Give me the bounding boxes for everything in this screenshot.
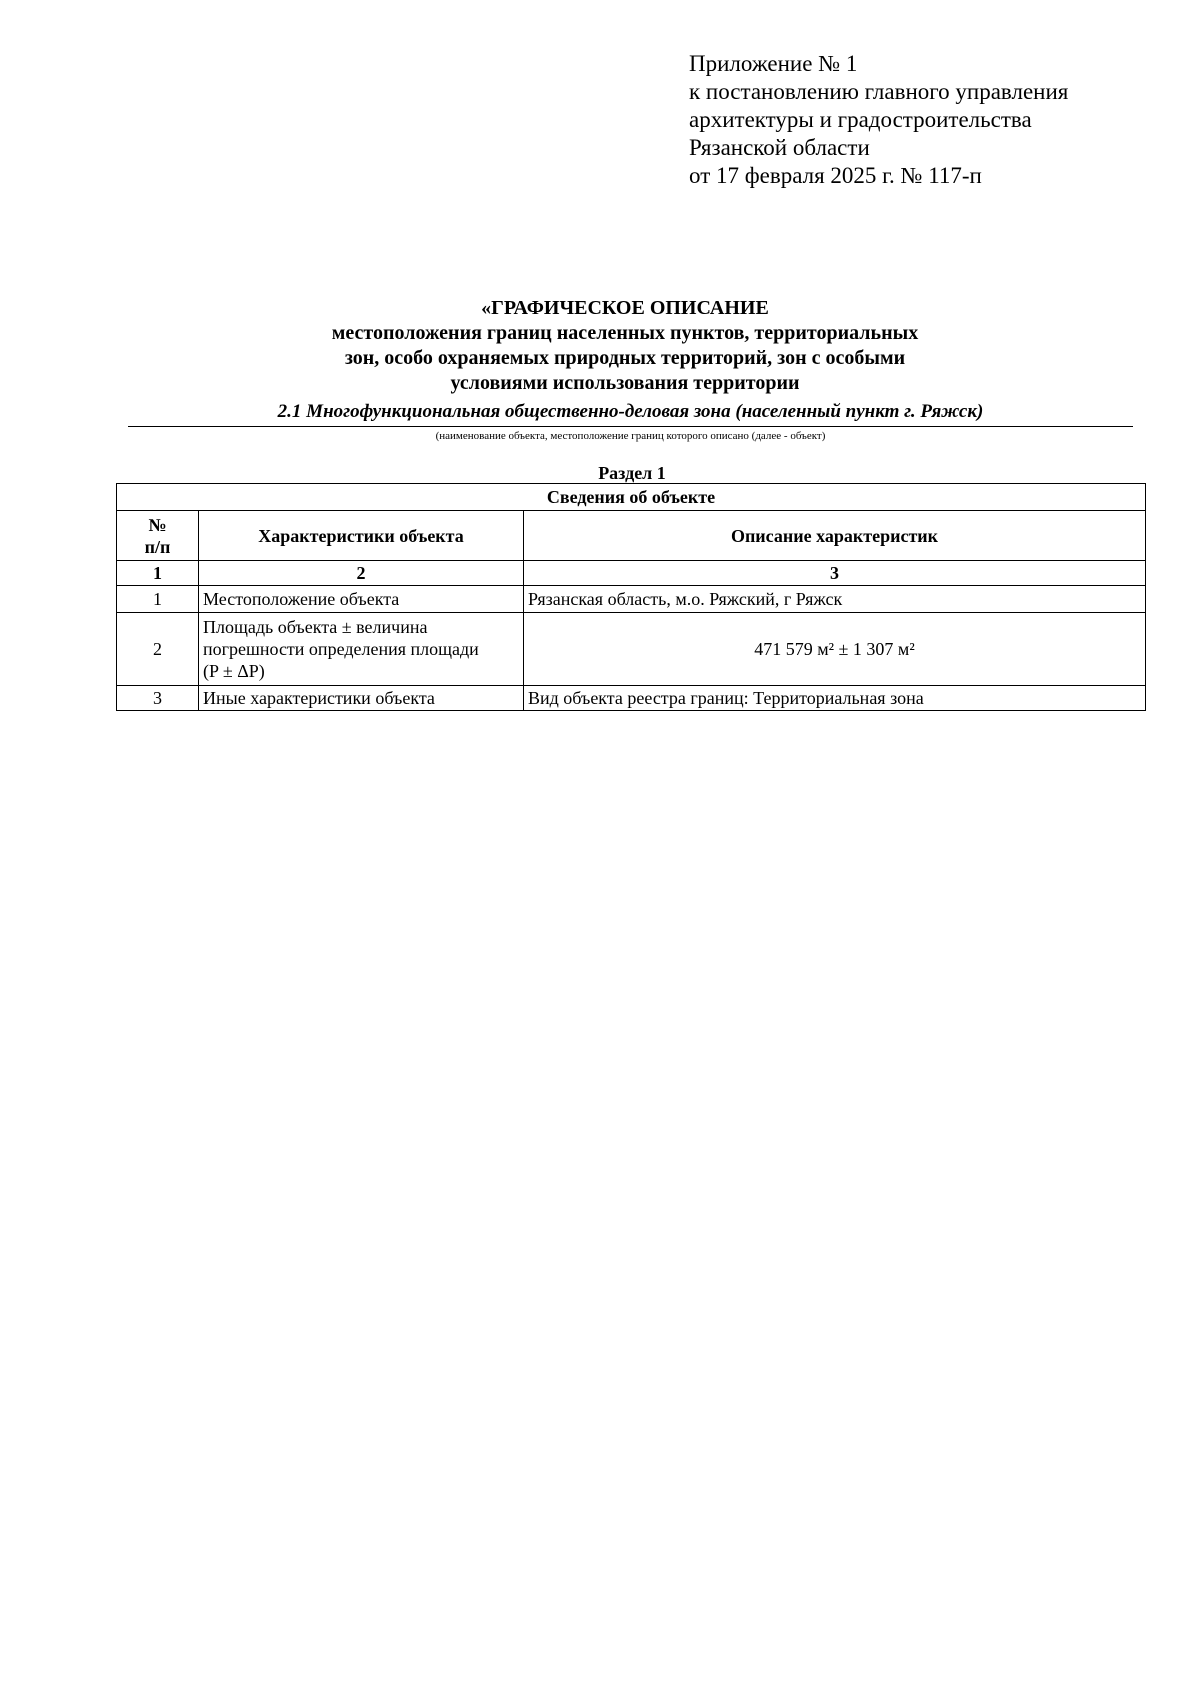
table-row <box>117 613 1146 686</box>
row-description: Вид объекта реестра границ: Территориальная зона <box>524 686 1146 711</box>
appendix-line: к постановлению главного управления <box>689 79 1069 104</box>
row-description: 471 579 м² ± 1 307 м² <box>524 613 1146 686</box>
object-name-underline <box>128 426 1133 427</box>
row-num: 3 <box>117 686 199 711</box>
title-line: зон, особо охраняемых природных территорий, зон с особыми <box>344 347 906 369</box>
row-characteristic <box>199 613 524 686</box>
section-title: Раздел 1 <box>598 463 666 483</box>
header-num-line: п/п <box>144 536 171 557</box>
table-title: Сведения об объекте <box>117 484 1146 511</box>
header-num-line: № <box>148 514 167 535</box>
appendix-line: Приложение № 1 <box>689 51 858 76</box>
table-row <box>117 586 1146 613</box>
appendix-block <box>689 50 1169 190</box>
document-title <box>120 296 1130 396</box>
row-characteristic-line: погрешности определения площади <box>203 639 479 659</box>
column-index: 2 <box>199 561 524 586</box>
row-characteristic-line: Площадь объекта ± величина <box>203 617 428 637</box>
table-column-index-row <box>117 561 1146 586</box>
table-row <box>117 686 1146 711</box>
column-index: 3 <box>524 561 1146 586</box>
appendix-line: Рязанской области <box>689 135 870 160</box>
row-characteristic: Иные характеристики объекта <box>199 686 524 711</box>
title-line: местоположения границ населенных пунктов, территориальных <box>331 322 919 344</box>
header-num <box>117 511 199 561</box>
row-characteristic-line: (P ± ΔP) <box>203 661 265 681</box>
appendix-line: от 17 февраля 2025 г. № 117-п <box>689 163 982 188</box>
header-description: Описание характеристик <box>524 511 1146 561</box>
row-description: Рязанская область, м.о. Ряжский, г Ряжск <box>524 586 1146 613</box>
appendix-line: архитектуры и градостроительства <box>689 107 1032 132</box>
row-num: 2 <box>117 613 199 686</box>
column-index: 1 <box>117 561 199 586</box>
object-name: 2.1 Многофункциональная общественно-деловая зона (населенный пункт г. Ряжск) <box>277 401 984 422</box>
header-characteristic: Характеристики объекта <box>199 511 524 561</box>
title-line: «ГРАФИЧЕСКОЕ ОПИСАНИЕ <box>481 297 769 319</box>
title-line: условиями использования территории <box>450 372 800 394</box>
object-name-caption: (наименование объекта, местоположение границ которого описано (далее - объект) <box>435 430 826 442</box>
row-num: 1 <box>117 586 199 613</box>
object-info-table <box>116 483 1146 711</box>
table-title-row <box>117 484 1146 511</box>
row-characteristic: Местоположение объекта <box>199 586 524 613</box>
table-header-row <box>117 511 1146 561</box>
